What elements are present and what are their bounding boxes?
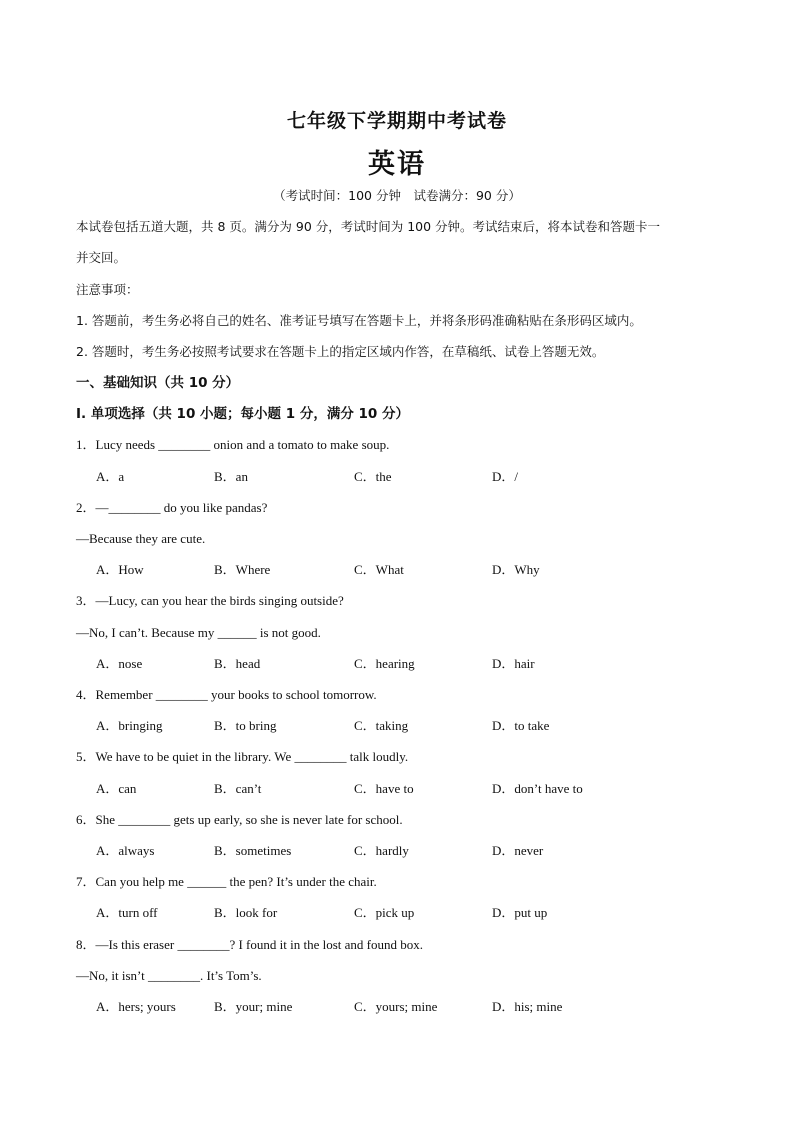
question-4-stem: 4．Remember ________ your books to school tomorrow.	[76, 687, 377, 702]
option-c: C．What	[354, 562, 404, 577]
subject-title: 英语	[368, 149, 426, 180]
section-heading: 一、基础知识（共 10 分）	[76, 375, 240, 391]
option-c: C．have to	[354, 781, 414, 796]
option-c: C．pick up	[354, 905, 415, 920]
question-8-options	[96, 998, 656, 1016]
question-8-reply: —No, it isn’t ________. It’s Tom’s.	[76, 968, 262, 983]
option-b: B．your; mine	[214, 999, 293, 1014]
question-7-options	[96, 904, 656, 922]
option-c: C．yours; mine	[354, 999, 438, 1014]
option-b: B．can’t	[214, 781, 262, 796]
question-1-options	[96, 468, 656, 486]
question-6-stem: 6．She ________ gets up early, so she is never late for school.	[76, 812, 403, 827]
option-a: A．a	[96, 469, 125, 484]
option-a: A．turn off	[96, 905, 158, 920]
option-d: D．never	[492, 843, 544, 858]
question-2-options	[96, 561, 656, 579]
option-b: B．look for	[214, 905, 278, 920]
question-2-stem: 2．—________ do you like pandas?	[76, 500, 268, 515]
option-c: C．hearing	[354, 656, 415, 671]
option-b: B．to bring	[214, 718, 277, 733]
intro-line-2: 并交回。	[76, 250, 127, 265]
question-4-options	[96, 717, 656, 735]
exam-title: 七年级下学期期中考试卷	[286, 110, 507, 132]
option-d: D．to take	[492, 718, 550, 733]
option-a: A．always	[96, 843, 155, 858]
notes-heading: 注意事项：	[76, 282, 139, 297]
question-3-reply: —No, I can’t. Because my ______ is not good.	[76, 625, 321, 640]
question-1-stem: 1．Lucy needs ________ onion and a tomato to make soup.	[76, 437, 390, 452]
option-a: A．can	[96, 781, 137, 796]
option-b: B．Where	[214, 562, 271, 577]
option-b: B．head	[214, 656, 261, 671]
question-6-options	[96, 842, 656, 860]
option-d: D．his; mine	[492, 999, 563, 1014]
question-5-options	[96, 780, 656, 798]
intro-line-1: 本试卷包括五道大题，共 8 页。满分为 90 分，考试时间为 100 分钟。考试结束后，将本试卷和答题卡一	[76, 219, 661, 234]
question-7-stem: 7．Can you help me ______ the pen? It’s under the chair.	[76, 874, 377, 889]
option-c: C．hardly	[354, 843, 409, 858]
option-c: C．taking	[354, 718, 409, 733]
option-a: A．bringing	[96, 718, 163, 733]
part-heading: Ⅰ. 单项选择（共 10 小题；每小题 1 分，满分 10 分）	[76, 406, 410, 422]
option-a: A．nose	[96, 656, 143, 671]
question-3-stem: 3．—Lucy, can you hear the birds singing outside?	[76, 593, 344, 608]
option-c: C．the	[354, 469, 392, 484]
question-5-stem: 5．We have to be quiet in the library. We ________ talk loudly.	[76, 749, 409, 764]
option-a: A．How	[96, 562, 144, 577]
option-b: B．an	[214, 469, 248, 484]
option-b: B．sometimes	[214, 843, 292, 858]
option-d: D．/	[492, 469, 519, 484]
option-d: D．Why	[492, 562, 540, 577]
note-item-2: 2. 答题时，考生务必按照考试要求在答题卡上的指定区域内作答，在草稿纸、试卷上答题无效。	[76, 344, 605, 359]
question-8-stem: 8．—Is this eraser ________? I found it in the lost and found box.	[76, 937, 423, 952]
option-d: D．don’t have to	[492, 781, 583, 796]
exam-info: （考试时间：100 分钟 试卷满分：90 分）	[273, 188, 521, 203]
option-d: D．hair	[492, 656, 535, 671]
question-3-options	[96, 655, 656, 673]
note-item-1: 1. 答题前，考生务必将自己的姓名、准考证号填写在答题卡上，并将条形码准确粘贴在条形码区域内。	[76, 313, 642, 328]
option-d: D．put up	[492, 905, 548, 920]
question-2-reply: —Because they are cute.	[76, 531, 206, 546]
option-a: A．hers; yours	[96, 999, 176, 1014]
